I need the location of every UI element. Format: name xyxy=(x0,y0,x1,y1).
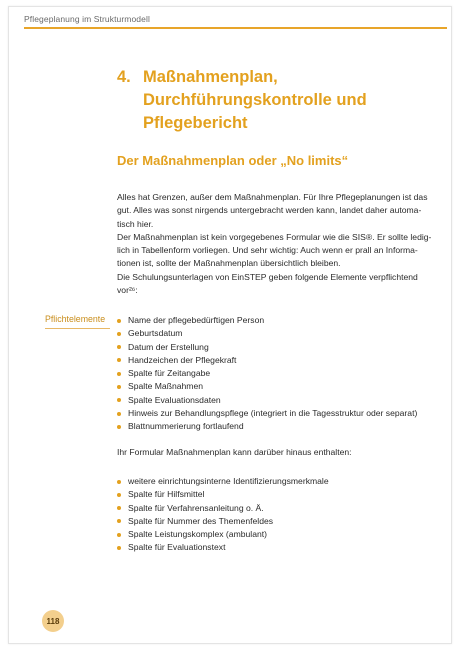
list-item-text: Geburtsdatum xyxy=(128,328,183,339)
list-item xyxy=(117,407,437,420)
bullet-icon xyxy=(117,412,121,416)
bullet-icon xyxy=(117,372,121,376)
intro-text xyxy=(117,191,435,297)
list-item-text: Datum der Erstellung xyxy=(128,341,209,352)
list-item-text: Name der pflegebedürftigen Person xyxy=(128,315,265,325)
margin-label: Pflichtelemente xyxy=(45,314,106,324)
page-number-badge: 118 xyxy=(42,610,64,632)
required-elements-list xyxy=(117,314,437,434)
list-item-text: Spalte Maßnahmen xyxy=(128,381,203,392)
bullet-icon xyxy=(117,493,121,497)
list-item xyxy=(117,394,437,407)
list-item xyxy=(117,367,437,380)
list-item-text: Spalte für Hilfsmittel xyxy=(128,489,205,500)
list-item xyxy=(117,354,437,367)
bullet-icon xyxy=(117,480,121,484)
list-item xyxy=(117,327,437,340)
bullet-icon xyxy=(117,345,121,349)
list-item xyxy=(117,515,437,528)
bullet-icon xyxy=(117,506,121,510)
list-item-text: Spalte Evaluationsdaten xyxy=(128,394,221,405)
list-item xyxy=(117,528,437,541)
optional-intro-text: Ihr Formular Maßnahmenplan kann darüber hinaus enthalten: xyxy=(117,447,352,457)
list-item xyxy=(117,475,437,488)
paragraph: Die Schulungsunterlagen von EinSTEP geben folgende Elemente verpflichtend vor²⁶: xyxy=(117,271,418,296)
bullet-icon xyxy=(117,546,121,550)
bullet-icon xyxy=(117,332,121,336)
list-item-text: Handzeichen der Pflegekraft xyxy=(128,354,237,365)
running-header: Pflegeplanung im Strukturmodell xyxy=(24,14,150,24)
margin-label-rule xyxy=(45,328,110,329)
bullet-icon xyxy=(117,519,121,523)
bullet-icon xyxy=(117,358,121,362)
section-heading: Der Maßnahmenplan oder „No limits“ xyxy=(117,153,349,168)
bullet-icon xyxy=(117,533,121,537)
bullet-icon xyxy=(117,398,121,402)
list-item xyxy=(117,488,437,501)
list-item-text: Spalte für Nummer des Themenfeldes xyxy=(128,515,274,526)
list-item xyxy=(117,541,437,554)
list-item-text: Spalte für Evaluationstext xyxy=(128,542,226,553)
list-item xyxy=(117,314,437,327)
list-item-text: Hinweis zur Behandlungspflege (integriert in die Tagesstruktur oder separat) xyxy=(128,408,418,419)
list-item-text: weitere einrichtungsinterne Identifizierungsmerkmale xyxy=(128,476,329,486)
chapter-title: Maßnahmenplan, Durchführungskontrolle und Pflegebericht xyxy=(143,68,367,132)
list-item-text: Blattnummerierung fortlaufend xyxy=(128,421,244,432)
paragraph: Der Maßnahmenplan ist kein vorgegebenes Formular wie die SIS®. Er sollte ledig- lich in Tabellenform vorliegen. Und sehr wichtig: Auch wenn er prall an Informa- tionen ist, sollte der Maßnahmenplan übersichtlich bleiben. xyxy=(117,231,432,269)
list-item xyxy=(117,502,437,515)
paragraph: Alles hat Grenzen, außer dem Maßnahmenplan. Für Ihre Pflegeplanungen ist das gut. Alles was sonst nirgends untergebracht werden kann, landet daher automa- tisch hier. xyxy=(117,192,428,229)
list-item xyxy=(117,341,437,354)
list-item xyxy=(117,380,437,393)
list-item-text: Spalte für Verfahrensanleitung o. Ä. xyxy=(128,502,264,513)
header-rule xyxy=(24,27,447,29)
bullet-icon xyxy=(117,319,121,323)
chapter-number: 4. xyxy=(117,68,131,86)
list-item-text: Spalte für Zeitangabe xyxy=(128,368,211,379)
optional-elements-list xyxy=(117,475,437,555)
list-item xyxy=(117,420,437,433)
bullet-icon xyxy=(117,385,121,389)
list-item-text: Spalte Leistungskomplex (ambulant) xyxy=(128,529,268,540)
bullet-icon xyxy=(117,425,121,429)
